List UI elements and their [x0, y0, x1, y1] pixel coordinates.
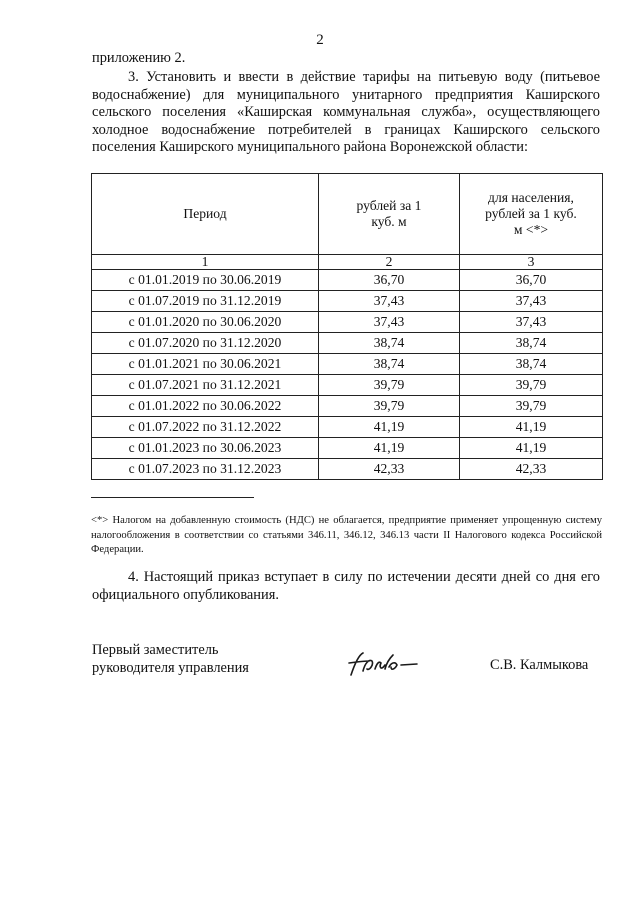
signatory-title	[92, 641, 249, 677]
tariff-table	[91, 173, 603, 480]
cell-period: с 01.01.2019 по 30.06.2019	[92, 270, 319, 291]
column-number: 3	[460, 255, 603, 270]
table-row	[92, 417, 603, 438]
paragraph-3	[92, 69, 600, 157]
table-row	[92, 333, 603, 354]
cell-period: с 01.07.2023 по 31.12.2023	[92, 459, 319, 480]
cell-rub: 39,79	[319, 375, 460, 396]
footnote: <*> Налогом на добавленную стоимость (НДС) не облагается, предприятие применяет упрощенную систему налогообложения в соответствии со статьями 346.11, 346.12, 346.13 части II Налогового кодекса Российской Федерации.	[91, 515, 602, 555]
signatory-name: С.В. Калмыкова	[490, 657, 589, 673]
table-row	[92, 354, 603, 375]
header-period: Период	[92, 174, 319, 255]
table-row	[92, 375, 603, 396]
cell-rub: 39,79	[319, 396, 460, 417]
cell-pop: 41,19	[460, 417, 603, 438]
cell-period: с 01.07.2020 по 31.12.2020	[92, 333, 319, 354]
cell-rub: 42,33	[319, 459, 460, 480]
cell-pop: 37,43	[460, 291, 603, 312]
cell-pop: 36,70	[460, 270, 603, 291]
cell-period: с 01.01.2023 по 30.06.2023	[92, 438, 319, 459]
paragraph-3-text: 3. Установить и ввести в действие тарифы на питьевую воду (питьевое водоснабжение) для муниципального унитарного предприятия Каширского сельского поселения «Каширская коммунальная служба», осуществляющего холодное водоснабжение потребителей в границах Каширского сельского поселения Каширского муниципального района Воронежской области:	[92, 69, 600, 155]
cell-pop: 38,74	[460, 354, 603, 375]
footnote-divider	[91, 497, 254, 498]
paragraph-4-text: 4. Настоящий приказ вступает в силу по истечении десяти дней со дня его официального опубликования.	[92, 569, 600, 603]
column-number: 2	[319, 255, 460, 270]
paragraph-4	[92, 569, 600, 604]
table-row	[92, 396, 603, 417]
cell-period: с 01.07.2019 по 31.12.2019	[92, 291, 319, 312]
cell-pop: 42,33	[460, 459, 603, 480]
page-number: 2	[316, 32, 324, 48]
cell-pop: 39,79	[460, 396, 603, 417]
table-row	[92, 312, 603, 333]
cell-pop: 37,43	[460, 312, 603, 333]
header-population: для населения, рублей за 1 куб. м <*>	[460, 174, 603, 255]
cell-rub: 41,19	[319, 438, 460, 459]
cell-rub: 37,43	[319, 312, 460, 333]
table-row	[92, 270, 603, 291]
cell-rub: 37,43	[319, 291, 460, 312]
cell-rub: 38,74	[319, 333, 460, 354]
cell-rub: 38,74	[319, 354, 460, 375]
cell-period: с 01.07.2022 по 31.12.2022	[92, 417, 319, 438]
table-row	[92, 291, 603, 312]
cell-period: с 01.01.2020 по 30.06.2020	[92, 312, 319, 333]
cell-period: с 01.01.2022 по 30.06.2022	[92, 396, 319, 417]
header-rub-per-m3: рублей за 1 куб. м	[319, 174, 460, 255]
table-row	[92, 438, 603, 459]
cell-rub: 36,70	[319, 270, 460, 291]
signatory-title-line: Первый заместитель	[92, 642, 219, 658]
cell-rub: 41,19	[319, 417, 460, 438]
column-number: 1	[92, 255, 319, 270]
signatory-title-line: руководителя управления	[92, 660, 249, 676]
cell-pop: 41,19	[460, 438, 603, 459]
table-row	[92, 459, 603, 480]
paragraph-continuation: приложению 2.	[92, 50, 186, 66]
cell-period: с 01.01.2021 по 30.06.2021	[92, 354, 319, 375]
cell-pop: 39,79	[460, 375, 603, 396]
cell-period: с 01.07.2021 по 31.12.2021	[92, 375, 319, 396]
handwritten-signature	[345, 649, 425, 681]
cell-pop: 38,74	[460, 333, 603, 354]
